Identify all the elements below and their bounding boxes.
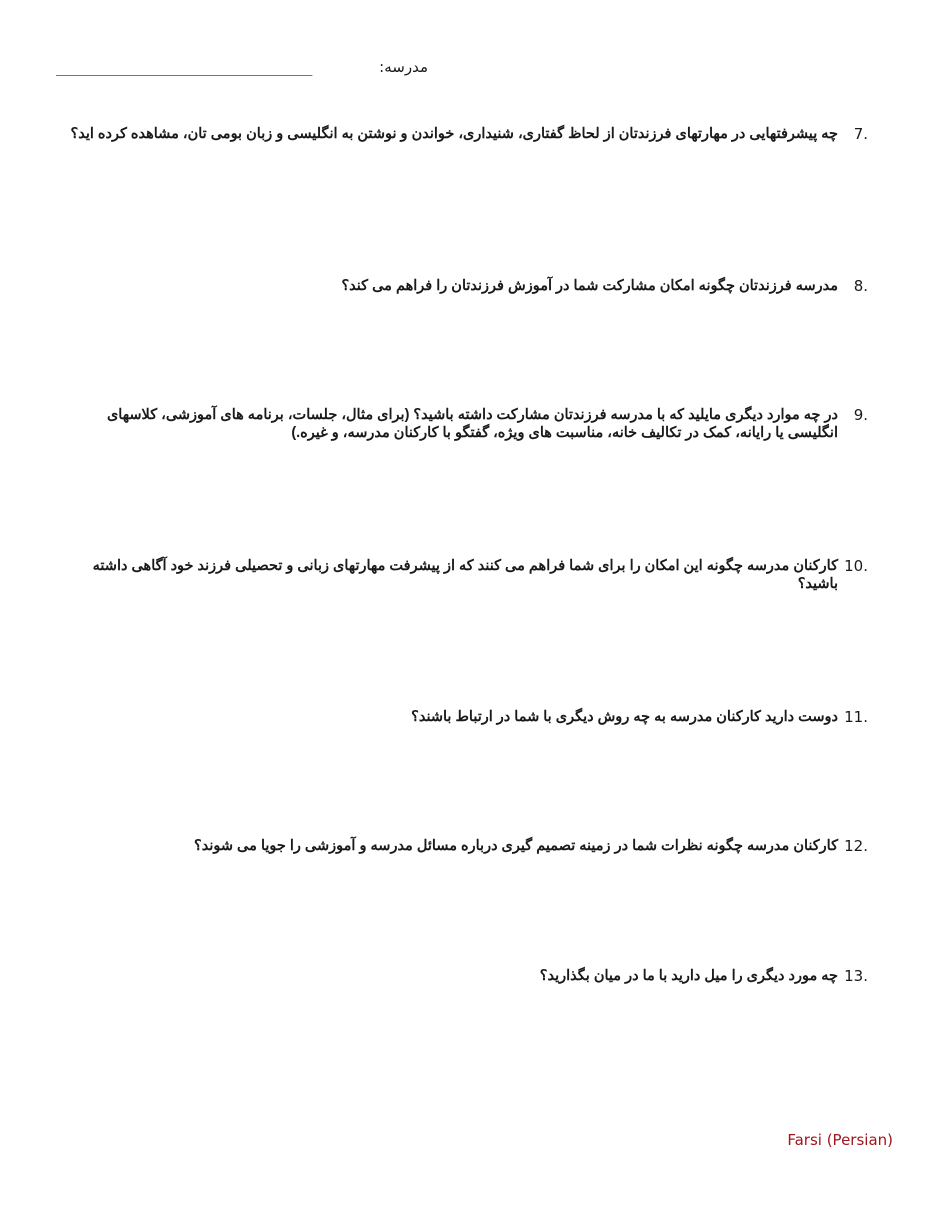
question-number: 11.	[844, 708, 868, 726]
question-number: 7.	[853, 125, 868, 143]
question-text: کارکنان مدرسه چگونه نظرات شما در زمینه تصمیم گیری درباره مسائل مدرسه و آموزشی را جویا می شوند؟	[194, 838, 838, 854]
question-text: چه پیشرفتهایی در مهارتهای فرزندتان از لحاظ گفتاری، شنیداری، خواندن و نوشتن به انگلیسی و زبان بومی تان، مشاهده کرده اید؟	[70, 126, 838, 142]
question-number: 8.	[853, 277, 868, 295]
question-text: دوست دارید کارکنان مدرسه به چه روش دیگری با شما در ارتباط باشند؟	[411, 709, 838, 725]
question-text: کارکنان مدرسه چگونه این امکان را برای شما فراهم می کنند که از پیشرفت مهارتهای زبانی و تحصیلی فرزند خود آگاهی داشته باشید؟	[92, 558, 838, 592]
school-blank-line[interactable]: ______________________________	[56, 58, 312, 76]
question-8	[60, 277, 868, 295]
question-9	[60, 406, 868, 442]
question-10	[60, 557, 868, 593]
question-number: 10.	[844, 557, 868, 575]
question-number: 9.	[853, 406, 868, 424]
school-field	[56, 58, 436, 80]
question-12	[60, 837, 868, 855]
question-number: 13.	[844, 967, 868, 985]
question-text: مدرسه فرزندتان چگونه امکان مشارکت شما در آموزش فرزندتان را فراهم می کند؟	[341, 278, 838, 294]
question-7	[60, 125, 868, 143]
question-11	[60, 708, 868, 726]
school-label: مدرسه:	[379, 58, 428, 76]
language-label: Farsi (Persian)	[787, 1131, 893, 1149]
question-text: در چه موارد دیگری مایلید که با مدرسه فرزندتان مشارکت داشته باشید؟ (برای مثال، جلسات، برنامه های آموزشی، کلاسهای انگلیسی یا رایانه، کمک در تکالیف خانه، مناسبت های ویژه، گفتگو با کارکنان مدرسه، و غیره.)	[106, 407, 838, 441]
question-13	[60, 967, 868, 985]
question-text: چه مورد دیگری را میل دارید با ما در میان بگذارید؟	[539, 968, 838, 984]
question-number: 12.	[844, 837, 868, 855]
